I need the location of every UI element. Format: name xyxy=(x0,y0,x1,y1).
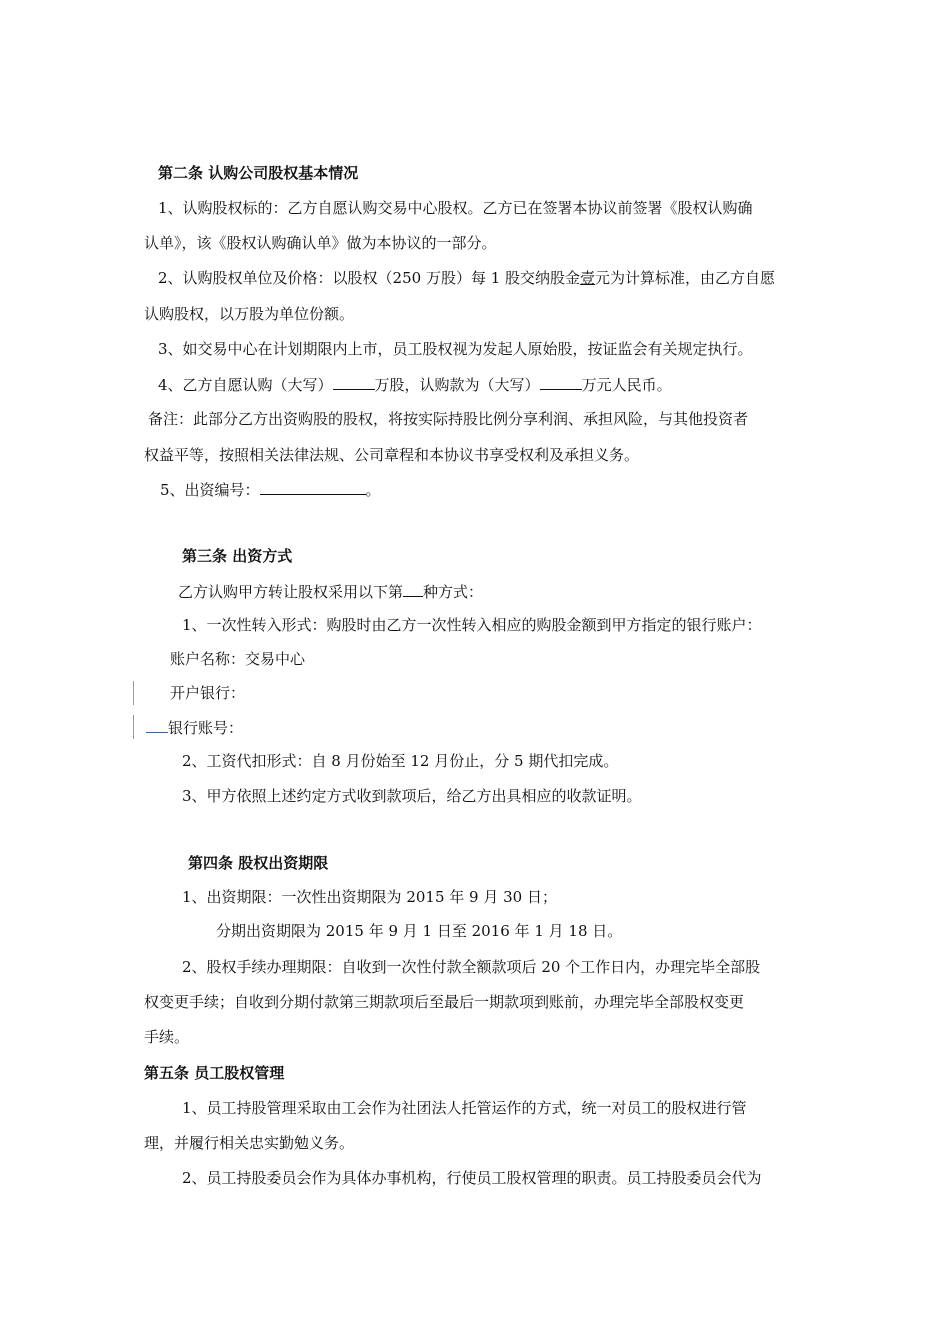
article-5-para-2-line-1: 2、员工持股委员会作为具体办事机构，行使员工股权管理的职责。员工持股委员会代为 xyxy=(182,1169,762,1187)
article-4-para-2-line-2: 权变更手续；自收到分期付款第三期款项后至最后一期款项到账前，办理完毕全部股权变更 xyxy=(144,993,745,1011)
article-5-para-1-line-2: 理，并履行相关忠实勤勉义务。 xyxy=(144,1134,355,1152)
article-4-para-1-installment: 分期出资期限为 2015 年 9 月 1 日至 2016 年 1 月 18 日。 xyxy=(216,922,623,940)
article-5-title: 第五条 员工股权管理 xyxy=(144,1064,285,1082)
article-2-para-5-text-b: 。 xyxy=(365,481,381,499)
article-3-intro xyxy=(178,581,483,602)
article-2-para-5-text-a: 5、出资编号： xyxy=(160,481,260,499)
article-4-para-2-line-3: 手续。 xyxy=(144,1028,190,1046)
article-3-para-3: 3、甲方依照上述约定方式收到款项后，给乙方出具相应的收款证明。 xyxy=(182,787,642,805)
contribution-number-blank[interactable] xyxy=(260,479,366,495)
amount-blank[interactable] xyxy=(540,374,582,390)
article-2-para-2-underlined: 壹 xyxy=(580,269,596,287)
article-4-para-2-line-1: 2、股权手续办理期限：自收到一次性付款全额款项后 20 个工作日内，办理完毕全部股 xyxy=(182,958,761,976)
article-4-title: 第四条 股权出资期限 xyxy=(188,854,329,872)
article-2-para-1-line-2: 认单》，该《股权认购确认单》做为本协议的一部分。 xyxy=(144,234,497,252)
article-2-para-2-text-a: 2、认购股权单位及价格：以股权（250 万股）每 1 股交纳股金 xyxy=(158,269,581,287)
account-name: 账户名称：交易中心 xyxy=(170,650,306,668)
bank-account-label: 银行账号： xyxy=(168,719,244,737)
article-2-para-5 xyxy=(160,479,381,500)
article-3-intro-text-a: 乙方认购甲方转让股权采用以下第 xyxy=(178,583,404,601)
revision-bar xyxy=(133,715,134,739)
bank-name: 开户银行： xyxy=(170,684,246,702)
article-2-para-1-line-1: 1、认购股权标的：乙方自愿认购交易中心股权。乙方已在签署本协议前签署《股权认购确 xyxy=(158,199,753,217)
article-2-para-2-text-b: 元为计算标准，由乙方自愿 xyxy=(595,269,776,287)
revision-bar xyxy=(133,681,134,705)
method-blank[interactable] xyxy=(403,581,423,597)
article-2-title: 第二条 认购公司股权基本情况 xyxy=(158,164,359,182)
article-2-para-2-line-1 xyxy=(158,268,775,288)
article-3-para-1: 1、一次性转入形式：购股时由乙方一次性转入相应的购股金额到甲方指定的银行账户： xyxy=(182,616,762,634)
article-2-para-4-text-b: 万股，认购款为（大写） xyxy=(374,376,540,394)
article-3-para-2: 2、工资代扣形式：自 8 月份始至 12 月份止，分 5 期代扣完成。 xyxy=(182,752,619,770)
article-2-para-4 xyxy=(158,374,672,395)
bank-account-line xyxy=(146,717,243,738)
article-4-para-1: 1、出资期限：一次性出资期限为 2015 年 9 月 30 日； xyxy=(182,888,557,906)
article-2-para-3: 3、如交易中心在计划期限内上市，员工股权视为发起人原始股，按证监会有关规定执行。 xyxy=(158,340,753,358)
article-3-title: 第三条 出资方式 xyxy=(182,547,293,565)
article-2-para-4-text-c: 万元人民币。 xyxy=(581,376,672,394)
article-2-note-line-2: 权益平等，按照相关法律法规、公司章程和本协议书享受权利及承担义务。 xyxy=(144,446,640,464)
bank-account-blank[interactable] xyxy=(146,717,168,733)
article-2-note-line-1: 备注：此部分乙方出资购股的股权，将按实际持股比例分享利润、承担风险，与其他投资者 xyxy=(148,410,749,428)
article-2-para-4-text-a: 4、乙方自愿认购（大写） xyxy=(158,376,333,394)
article-5-para-1-line-1: 1、员工持股管理采取由工会作为社团法人托管运作的方式，统一对员工的股权进行管 xyxy=(182,1099,747,1117)
shares-blank[interactable] xyxy=(333,374,375,390)
article-3-intro-text-b: 种方式： xyxy=(423,583,484,601)
article-2-para-2-line-2: 认购股权，以万股为单位份额。 xyxy=(144,305,355,323)
